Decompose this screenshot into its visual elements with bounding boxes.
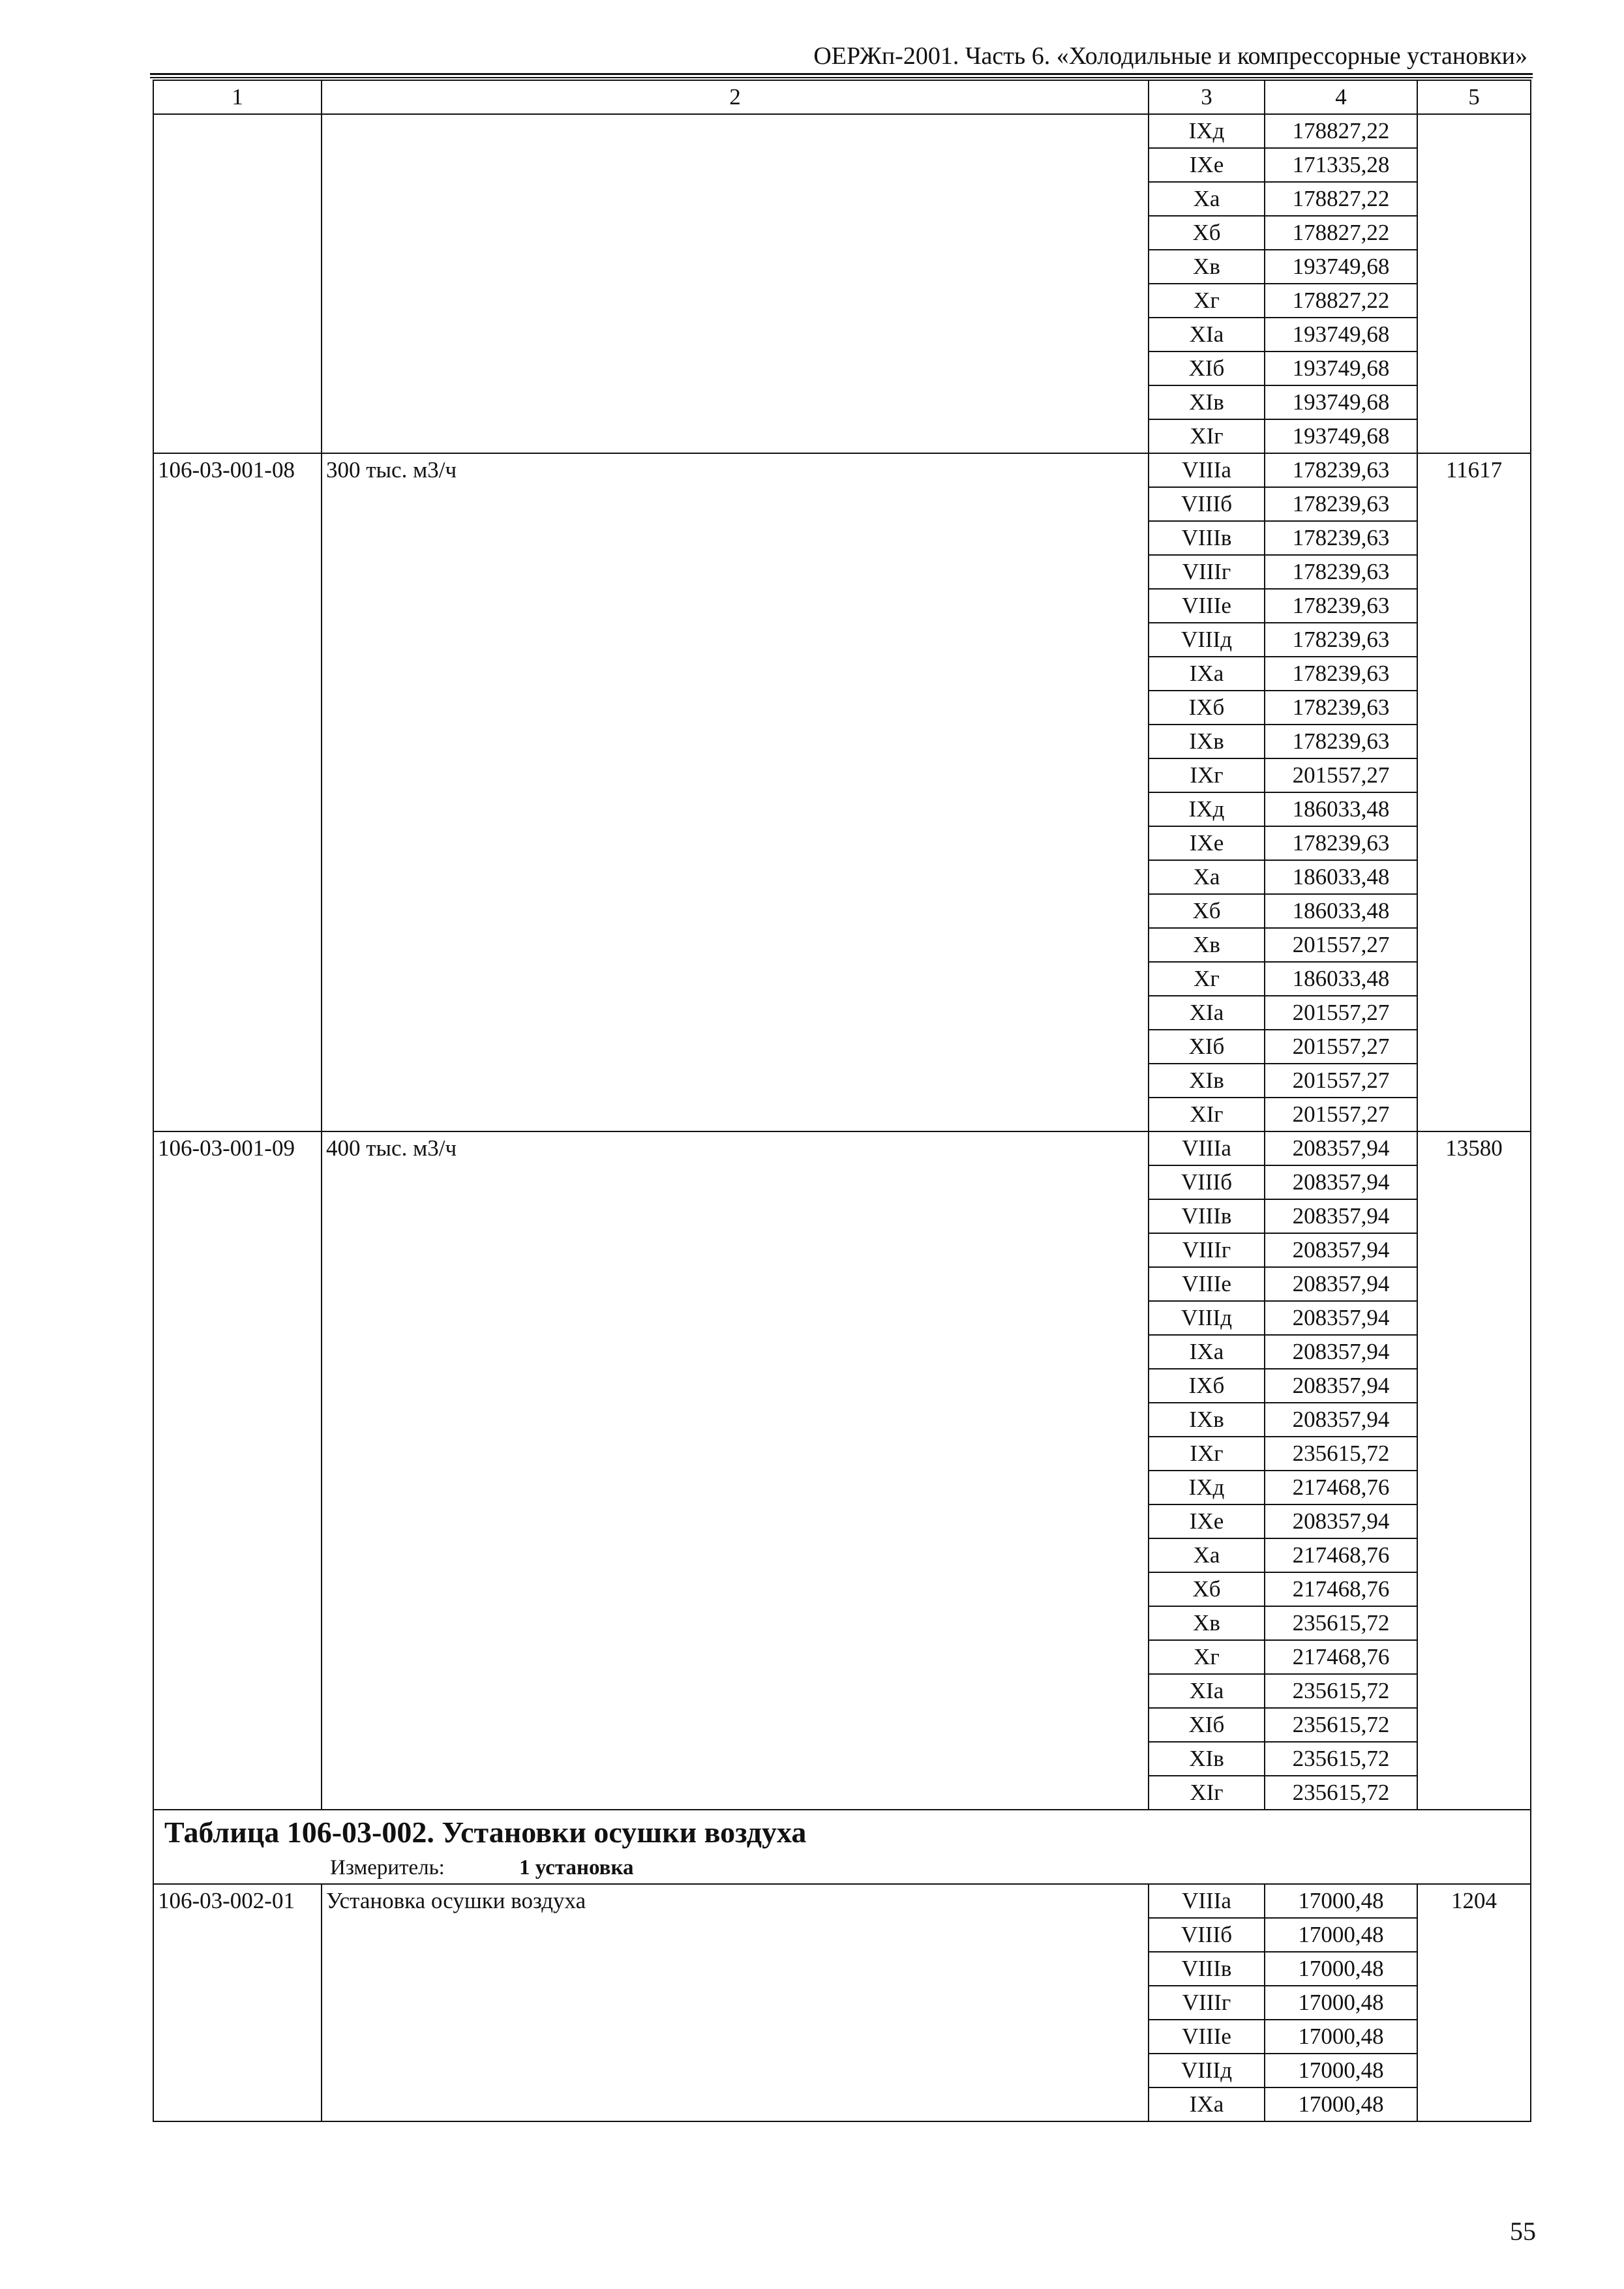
value-cell: 178827,22 — [1265, 114, 1417, 148]
zone-cell: XIв — [1149, 1064, 1265, 1098]
zone-cell: VIIIа — [1149, 1131, 1265, 1165]
value-cell: 178239,63 — [1265, 555, 1417, 589]
header-rule-double — [150, 77, 1533, 78]
value-cell: 178239,63 — [1265, 487, 1417, 521]
value-cell: 208357,94 — [1265, 1504, 1417, 1538]
zone-cell: XIб — [1149, 352, 1265, 385]
zone-cell: Xв — [1149, 928, 1265, 962]
zone-cell: VIIIе — [1149, 589, 1265, 623]
table-row — [153, 1131, 1531, 1165]
page-number: 55 — [1510, 2217, 1536, 2246]
row-name: Установка осушки воздуха — [322, 1884, 1149, 2121]
value-cell: 208357,94 — [1265, 1301, 1417, 1335]
row-name: 400 тыс. м3/ч — [322, 1131, 1149, 1810]
zone-cell: XIб — [1149, 1708, 1265, 1742]
value-cell: 178239,63 — [1265, 623, 1417, 657]
table-title-row — [153, 1810, 1531, 1884]
column-number: 3 — [1149, 80, 1265, 114]
value-cell: 201557,27 — [1265, 1030, 1417, 1064]
value-cell: 217468,76 — [1265, 1471, 1417, 1504]
column-number: 2 — [322, 80, 1149, 114]
value-cell: 201557,27 — [1265, 758, 1417, 792]
unit-value: 1 установка — [519, 1856, 634, 1879]
rates-table — [153, 80, 1531, 2122]
value-cell: 178239,63 — [1265, 826, 1417, 860]
zone-cell: IXб — [1149, 691, 1265, 725]
value-cell: 193749,68 — [1265, 318, 1417, 352]
value-cell: 208357,94 — [1265, 1131, 1417, 1165]
value-cell: 217468,76 — [1265, 1538, 1417, 1572]
zone-cell: IXг — [1149, 758, 1265, 792]
zone-cell: VIIIб — [1149, 1918, 1265, 1952]
value-cell: 193749,68 — [1265, 419, 1417, 453]
table-row — [153, 1884, 1531, 1918]
table-row — [153, 114, 1531, 148]
zone-cell: VIIIа — [1149, 453, 1265, 487]
value-cell: 201557,27 — [1265, 996, 1417, 1030]
col5-cell: 1204 — [1417, 1884, 1531, 2121]
zone-cell: XIа — [1149, 1674, 1265, 1708]
zone-cell: VIIIг — [1149, 555, 1265, 589]
zone-cell: Xа — [1149, 860, 1265, 894]
value-cell: 235615,72 — [1265, 1674, 1417, 1708]
zone-cell: XIа — [1149, 996, 1265, 1030]
zone-cell: IXв — [1149, 725, 1265, 758]
zone-cell: IXа — [1149, 657, 1265, 691]
value-cell: 235615,72 — [1265, 1437, 1417, 1471]
column-number: 5 — [1417, 80, 1531, 114]
value-cell: 17000,48 — [1265, 2020, 1417, 2054]
zone-cell: IXд — [1149, 114, 1265, 148]
value-cell: 171335,28 — [1265, 148, 1417, 182]
value-cell: 178239,63 — [1265, 453, 1417, 487]
value-cell: 17000,48 — [1265, 1918, 1417, 1952]
value-cell: 208357,94 — [1265, 1165, 1417, 1199]
zone-cell: Xв — [1149, 1606, 1265, 1640]
row-name: 300 тыс. м3/ч — [322, 453, 1149, 1131]
zone-cell: Xб — [1149, 894, 1265, 928]
zone-cell: IXд — [1149, 792, 1265, 826]
zone-cell: VIIIа — [1149, 1884, 1265, 1918]
zone-cell: Xб — [1149, 216, 1265, 250]
value-cell: 235615,72 — [1265, 1742, 1417, 1776]
col5-cell — [1417, 114, 1531, 453]
value-cell: 17000,48 — [1265, 2087, 1417, 2121]
zone-cell: VIIIв — [1149, 1199, 1265, 1233]
col5-cell: 13580 — [1417, 1131, 1531, 1810]
value-cell: 208357,94 — [1265, 1369, 1417, 1403]
zone-cell: XIа — [1149, 318, 1265, 352]
value-cell: 208357,94 — [1265, 1403, 1417, 1437]
value-cell: 17000,48 — [1265, 1952, 1417, 1986]
zone-cell: IXе — [1149, 826, 1265, 860]
value-cell: 193749,68 — [1265, 352, 1417, 385]
value-cell: 17000,48 — [1265, 1884, 1417, 1918]
value-cell: 208357,94 — [1265, 1199, 1417, 1233]
zone-cell: VIIIг — [1149, 1233, 1265, 1267]
column-number: 1 — [153, 80, 322, 114]
value-cell: 186033,48 — [1265, 962, 1417, 996]
value-cell: 178239,63 — [1265, 725, 1417, 758]
row-code: 106-03-001-08 — [153, 453, 322, 1131]
value-cell: 193749,68 — [1265, 250, 1417, 284]
row-code — [153, 114, 322, 453]
zone-cell: XIг — [1149, 1098, 1265, 1131]
zone-cell: IXв — [1149, 1403, 1265, 1437]
row-code: 106-03-002-01 — [153, 1884, 322, 2121]
column-number-row — [153, 80, 1531, 114]
zone-cell: Xг — [1149, 284, 1265, 318]
value-cell: 17000,48 — [1265, 2054, 1417, 2087]
value-cell: 178827,22 — [1265, 216, 1417, 250]
zone-cell: IXа — [1149, 2087, 1265, 2121]
value-cell: 193749,68 — [1265, 385, 1417, 419]
row-name — [322, 114, 1149, 453]
zone-cell: Xг — [1149, 1640, 1265, 1674]
zone-cell: VIIIе — [1149, 1267, 1265, 1301]
zone-cell: Xв — [1149, 250, 1265, 284]
zone-cell: XIг — [1149, 419, 1265, 453]
value-cell: 235615,72 — [1265, 1606, 1417, 1640]
value-cell: 186033,48 — [1265, 894, 1417, 928]
table-row — [153, 453, 1531, 487]
value-cell: 235615,72 — [1265, 1776, 1417, 1810]
zone-cell: Xа — [1149, 1538, 1265, 1572]
value-cell: 17000,48 — [1265, 1986, 1417, 2020]
value-cell: 201557,27 — [1265, 1064, 1417, 1098]
zone-cell: VIIIб — [1149, 487, 1265, 521]
zone-cell: IXе — [1149, 1504, 1265, 1538]
value-cell: 217468,76 — [1265, 1572, 1417, 1606]
zone-cell: Xб — [1149, 1572, 1265, 1606]
zone-cell: VIIIд — [1149, 623, 1265, 657]
table-title-cell — [153, 1810, 1531, 1884]
page-header: ОЕРЖп-2001. Часть 6. «Холодильные и компрессорные установки» — [813, 42, 1527, 70]
value-cell: 201557,27 — [1265, 928, 1417, 962]
zone-cell: VIIIд — [1149, 1301, 1265, 1335]
zone-cell: VIIIв — [1149, 1952, 1265, 1986]
zone-cell: XIв — [1149, 385, 1265, 419]
zone-cell: IXе — [1149, 148, 1265, 182]
zone-cell: XIв — [1149, 1742, 1265, 1776]
zone-cell: IXд — [1149, 1471, 1265, 1504]
value-cell: 208357,94 — [1265, 1233, 1417, 1267]
value-cell: 208357,94 — [1265, 1335, 1417, 1369]
zone-cell: XIг — [1149, 1776, 1265, 1810]
zone-cell: VIIIе — [1149, 2020, 1265, 2054]
zone-cell: VIIIд — [1149, 2054, 1265, 2087]
col5-cell: 11617 — [1417, 453, 1531, 1131]
zone-cell: Xг — [1149, 962, 1265, 996]
column-number: 4 — [1265, 80, 1417, 114]
value-cell: 178239,63 — [1265, 657, 1417, 691]
value-cell: 208357,94 — [1265, 1267, 1417, 1301]
header-rule — [150, 73, 1533, 75]
zone-cell: VIIIб — [1149, 1165, 1265, 1199]
zone-cell: XIб — [1149, 1030, 1265, 1064]
zone-cell: VIIIв — [1149, 521, 1265, 555]
unit-line — [158, 1852, 1526, 1883]
zone-cell: VIIIг — [1149, 1986, 1265, 2020]
table-title: Таблица 106-03-002. Установки осушки воздуха — [164, 1816, 807, 1849]
value-cell: 178239,63 — [1265, 589, 1417, 623]
value-cell: 186033,48 — [1265, 792, 1417, 826]
value-cell: 201557,27 — [1265, 1098, 1417, 1131]
unit-label: Измеритель: — [330, 1856, 445, 1879]
value-cell: 186033,48 — [1265, 860, 1417, 894]
zone-cell: Xа — [1149, 182, 1265, 216]
zone-cell: IXб — [1149, 1369, 1265, 1403]
value-cell: 178239,63 — [1265, 691, 1417, 725]
value-cell: 235615,72 — [1265, 1708, 1417, 1742]
zone-cell: IXа — [1149, 1335, 1265, 1369]
value-cell: 217468,76 — [1265, 1640, 1417, 1674]
zone-cell: IXг — [1149, 1437, 1265, 1471]
value-cell: 178827,22 — [1265, 182, 1417, 216]
row-code: 106-03-001-09 — [153, 1131, 322, 1810]
value-cell: 178239,63 — [1265, 521, 1417, 555]
value-cell: 178827,22 — [1265, 284, 1417, 318]
